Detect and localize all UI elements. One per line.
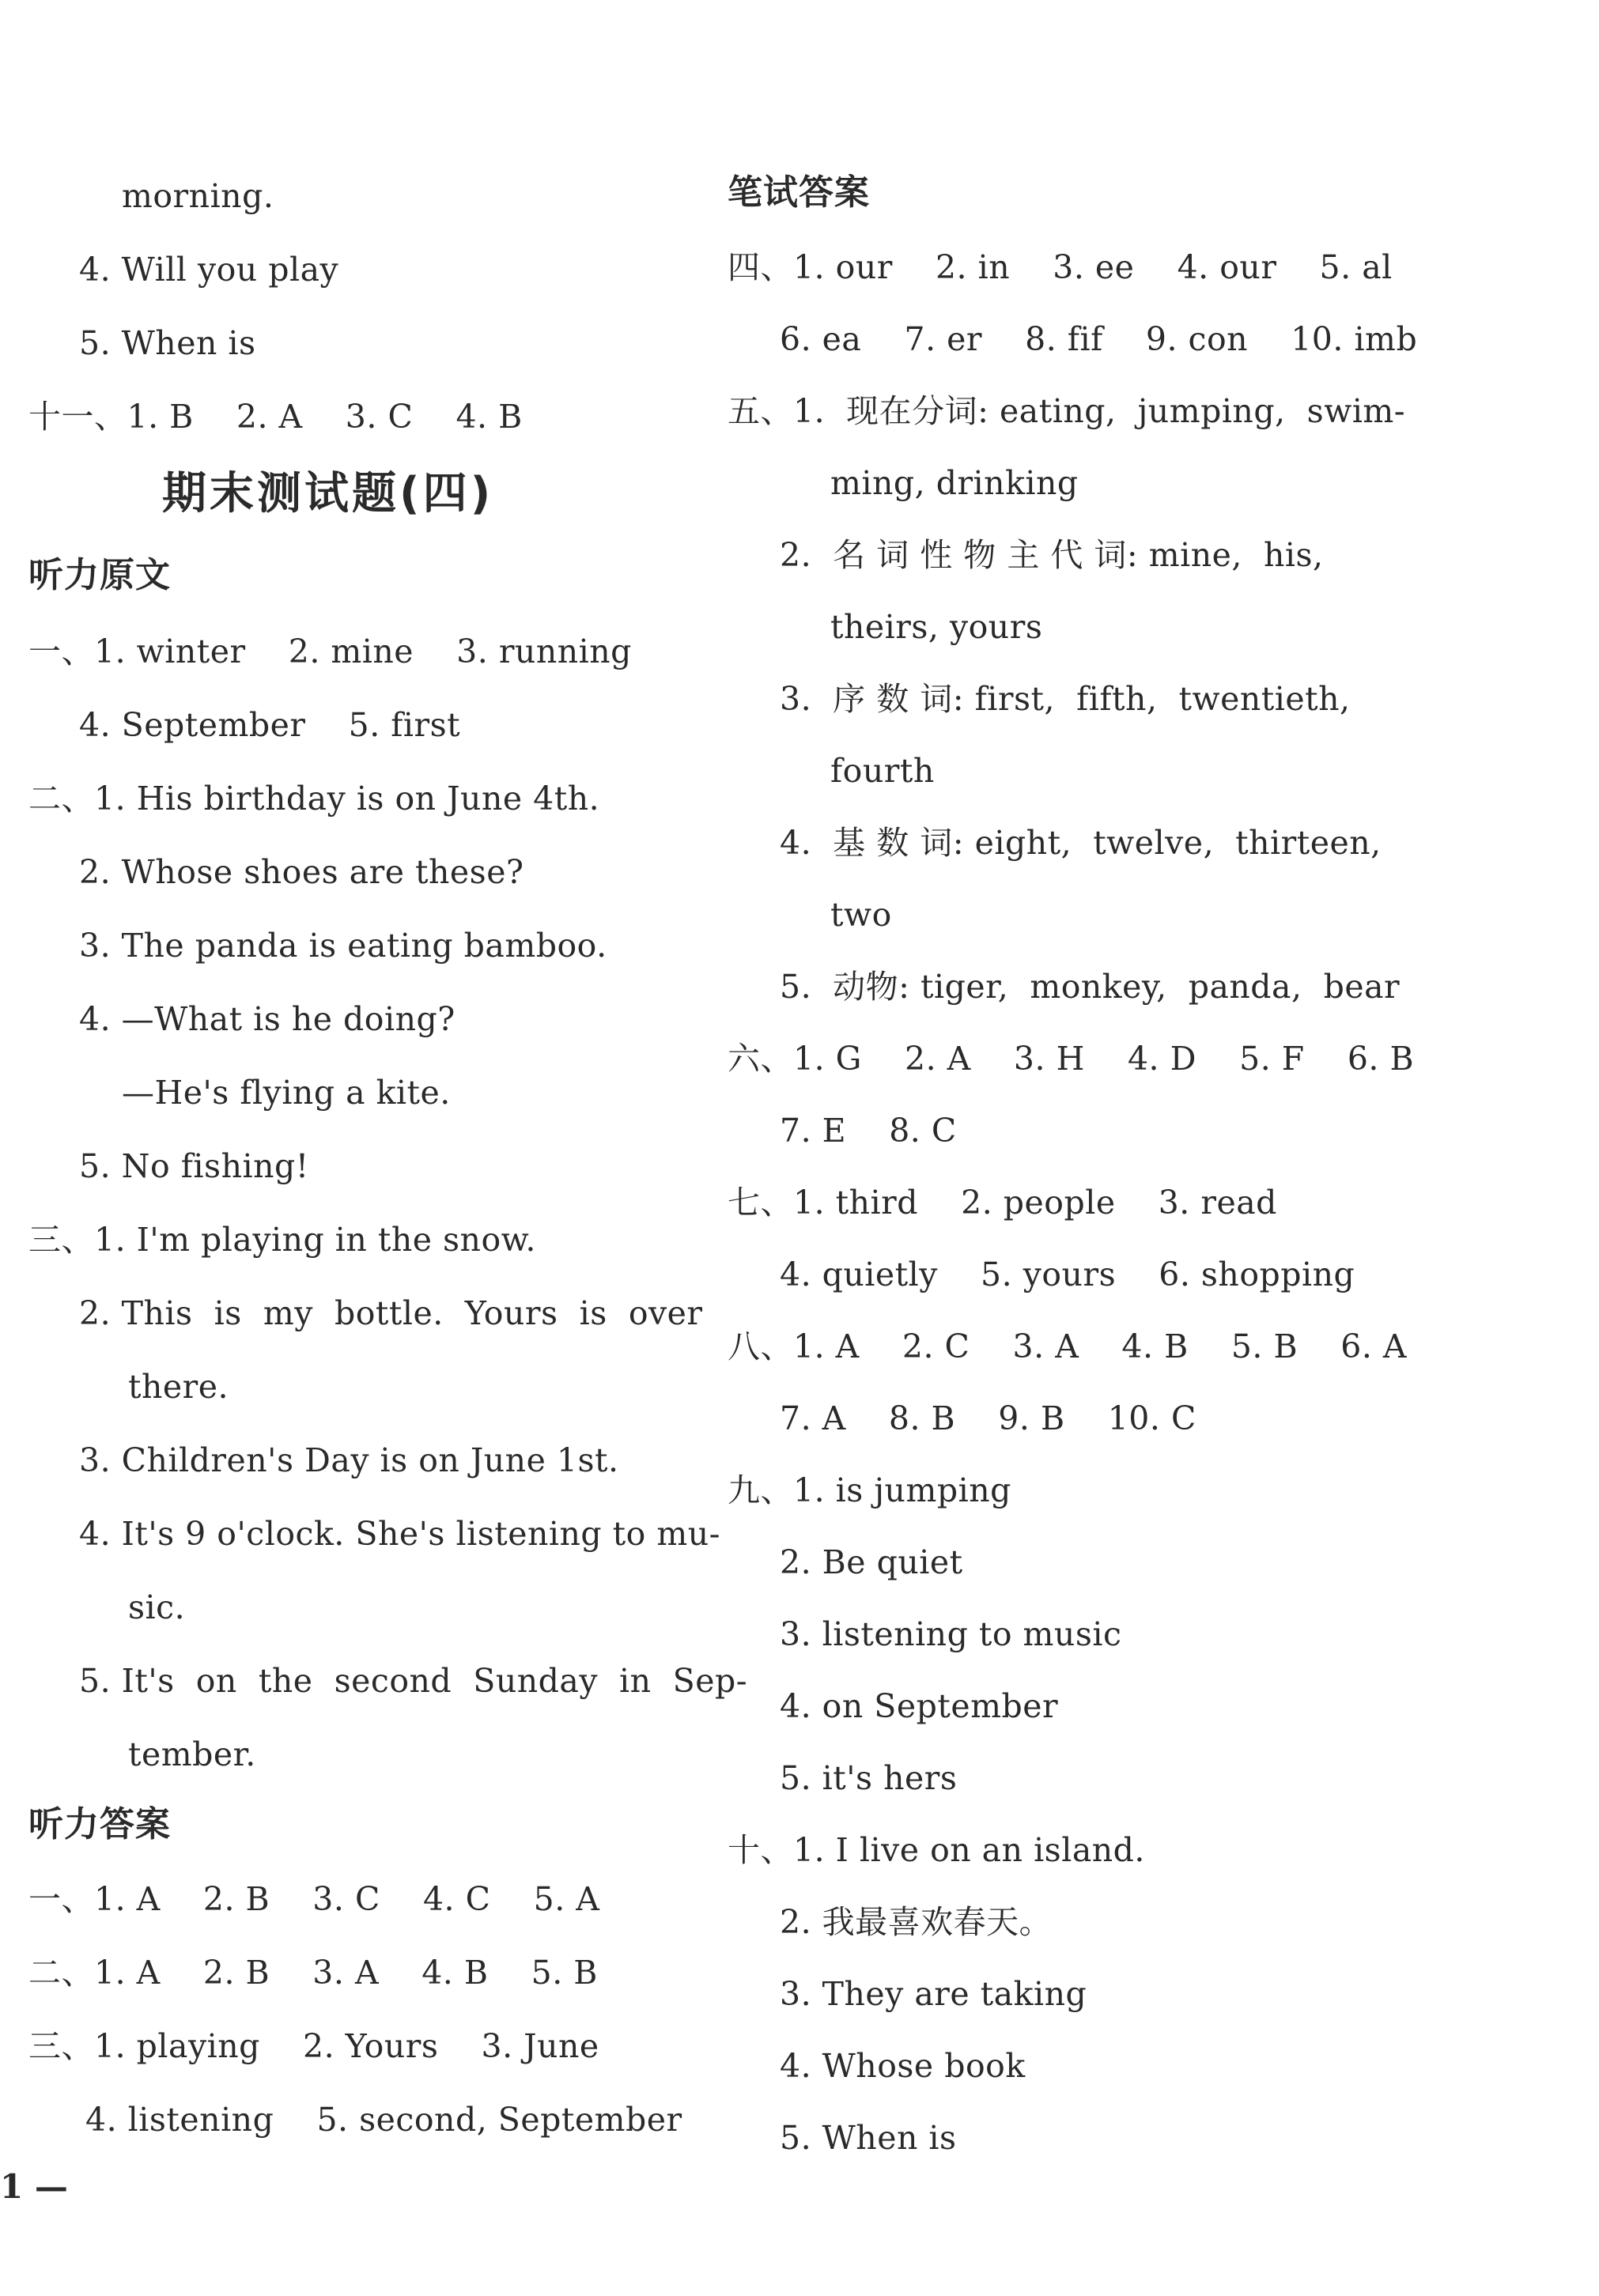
answer-row: 七、1. third 2. people 3. read — [728, 1184, 1277, 1222]
answer-row: 5. When is — [780, 2119, 957, 2157]
text-line: there. — [128, 1368, 229, 1406]
text-line: 4. September 5. first — [79, 706, 461, 744]
text-line: 五、1. 现在分词: eating, jumping, swim- — [728, 392, 1406, 430]
text-line: fourth — [830, 752, 935, 790]
answer-row: 八、1. A 2. C 3. A 4. B 5. B 6. A — [728, 1327, 1408, 1365]
text-line: two — [830, 896, 892, 934]
answer-row: 7. E 8. C — [780, 1112, 957, 1150]
answer-row: 九、1. is jumping — [728, 1471, 1011, 1509]
text-line: ming, drinking — [830, 464, 1079, 502]
answer-row: 4. listening 5. second, September — [85, 2101, 682, 2139]
text-line: 3. Children's Day is on June 1st. — [79, 1441, 619, 1479]
answer-row: 3. listening to music — [780, 1615, 1122, 1653]
text-line: 3. The panda is eating bamboo. — [79, 927, 607, 965]
answer-row: 二、1. A 2. B 3. A 4. B 5. B — [28, 1954, 598, 1992]
text-line: morning. — [122, 177, 274, 215]
text-line: 4. It's 9 o'clock. She's listening to mu- — [79, 1515, 721, 1553]
answer-row: 三、1. playing 2. Yours 3. June — [28, 2027, 599, 2065]
text-line: 2. Whose shoes are these? — [79, 853, 524, 891]
answer-row: 7. A 8. B 9. B 10. C — [780, 1399, 1196, 1437]
text-line: theirs, yours — [830, 608, 1043, 646]
text-line: 三、1. I'm playing in the snow. — [28, 1221, 536, 1259]
text-line: 4. Will you play — [79, 251, 339, 289]
answer-row: 4. quietly 5. yours 6. shopping — [780, 1256, 1355, 1293]
section-heading: 听力原文 — [28, 555, 171, 595]
answer-row: 十、1. I live on an island. — [728, 1831, 1145, 1869]
section-heading: 听力答案 — [28, 1804, 171, 1845]
answer-row: 5. it's hers — [780, 1759, 958, 1797]
page-title: 期末测试题(四) — [162, 468, 494, 519]
answer-row: 4. Whose book — [780, 2047, 1026, 2085]
page-number: 1 — — [0, 2167, 68, 2206]
text-line: 一、1. winter 2. mine 3. running — [28, 633, 632, 670]
answer-row: 6. ea 7. er 8. fif 9. con 10. imb — [780, 320, 1418, 358]
text-line: 5. No fishing! — [79, 1147, 309, 1185]
text-line: sic. — [128, 1588, 186, 1626]
section-heading: 笔试答案 — [728, 172, 870, 213]
text-line: tember. — [128, 1735, 256, 1773]
answer-row: 2. Be quiet — [780, 1543, 963, 1581]
answer-row: 3. They are taking — [780, 1975, 1087, 2013]
text-line: —He's flying a kite. — [122, 1074, 451, 1112]
answer-row: 4. on September — [780, 1687, 1059, 1725]
answer-row: 2. 我最喜欢春天。 — [780, 1903, 1053, 1941]
answer-row: 十一、1. B 2. A 3. C 4. B — [28, 398, 523, 436]
text-line: 二、1. His birthday is on June 4th. — [28, 780, 600, 818]
text-line: 5. It's on the second Sunday in Sep- — [79, 1662, 748, 1700]
answer-row: 一、1. A 2. B 3. C 4. C 5. A — [28, 1880, 600, 1918]
text-line: 4. 基 数 词: eight, twelve, thirteen, — [780, 824, 1382, 862]
text-line: 2. 名 词 性 物 主 代 词: mine, his, — [780, 536, 1324, 574]
text-line: 3. 序 数 词: first, fifth, twentieth, — [780, 680, 1351, 718]
text-line: 2. This is my bottle. Yours is over — [79, 1294, 703, 1332]
text-line: 5. When is — [79, 324, 256, 362]
text-line: 5. 动物: tiger, monkey, panda, bear — [780, 968, 1401, 1006]
answer-row: 四、1. our 2. in 3. ee 4. our 5. al — [728, 248, 1393, 286]
text-line: 4. —What is he doing? — [79, 1000, 456, 1038]
answer-row: 六、1. G 2. A 3. H 4. D 5. F 6. B — [728, 1040, 1415, 1078]
